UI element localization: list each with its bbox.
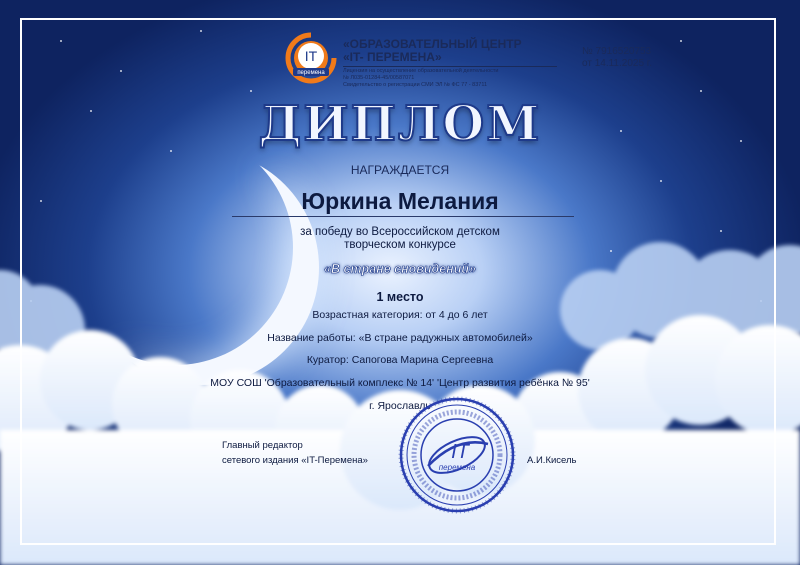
city: г. Ярославль	[369, 400, 431, 412]
awarded-label: НАГРАЖДАЕТСЯ	[350, 163, 450, 177]
license-line3: Свидетельство о регистрации СМИ ЭЛ № ФС 77 - 83711	[343, 82, 488, 88]
doc-number: № 7916520753	[582, 46, 652, 57]
curator: Куратор: Сапогова Марина Сергеевна	[306, 354, 494, 366]
license-line1: Лицензия на осуществление образовательной деятельности	[343, 68, 499, 74]
official-stamp-icon	[398, 396, 516, 514]
org-divider	[343, 66, 557, 67]
signature-role-line1: Главный редактор	[222, 440, 303, 451]
contest-name: «В стране сновидений»	[324, 262, 476, 276]
school: МОУ СОШ 'Образовательный комплекс № 14' 'Центр развития ребёнка № 95'	[210, 377, 590, 389]
signature-role	[222, 438, 368, 468]
document-number	[582, 46, 652, 70]
recipient-underline	[232, 216, 574, 217]
signature-name: А.И.Кисель	[527, 455, 577, 466]
work-title: Название работы: «В стране радужных автомобилей»	[267, 332, 533, 344]
doc-date: от 14.11.2025 г.	[582, 58, 652, 69]
award-reason	[0, 226, 800, 252]
age-category: Возрастная категория: от 4 до 6 лет	[312, 309, 488, 321]
logo-sub: перемена	[297, 70, 325, 76]
place-label: 1 место	[376, 290, 424, 304]
stamp-center-sub: перемена	[438, 463, 476, 472]
logo-text: IT	[304, 48, 318, 64]
license-line2: № Л035-01284-45/00587071	[343, 75, 415, 81]
diploma-title: ДИПЛОМ	[258, 96, 542, 152]
license-info	[343, 68, 573, 89]
stamp-center-text: IT	[451, 441, 469, 463]
reason-line1: за победу во Всероссийском детском	[300, 226, 500, 238]
org-name-line2: «IT- ПЕРЕМЕНА»	[343, 50, 442, 64]
org-name	[343, 38, 543, 64]
org-name-line1: «ОБРАЗОВАТЕЛЬНЫЙ ЦЕНТР	[343, 37, 522, 51]
it-peremena-logo-icon	[285, 32, 337, 84]
reason-line2: творческом конкурсе	[344, 239, 456, 251]
signature-role-line2: сетевого издания «IT-Перемена»	[222, 455, 368, 466]
recipient-name: Юркина Мелания	[301, 188, 499, 214]
